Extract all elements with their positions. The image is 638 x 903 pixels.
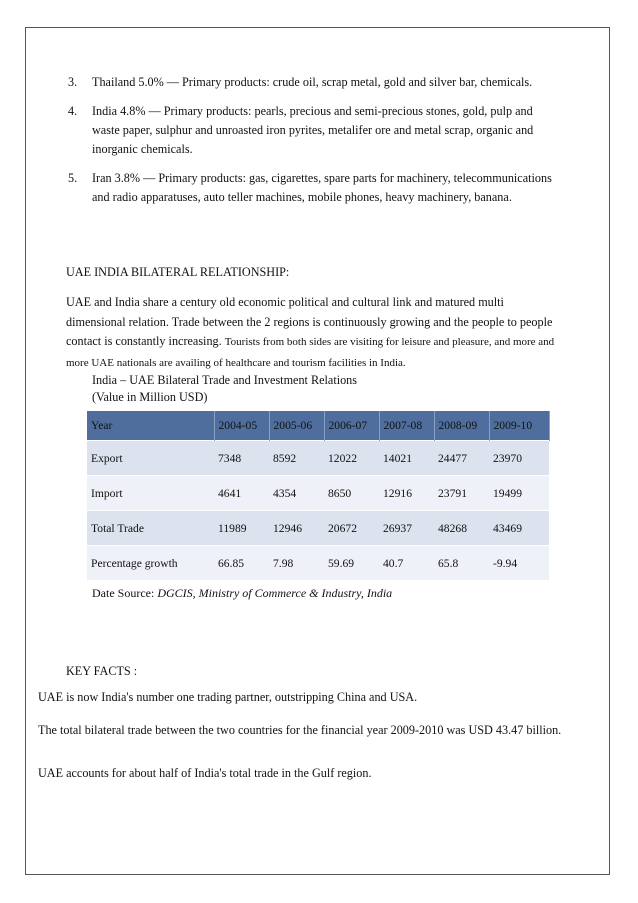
table-header-cell: 2009-10 <box>489 411 549 441</box>
trade-partner-list <box>68 73 562 217</box>
table-cell: 66.85 <box>214 546 269 581</box>
table-header-cell: Year <box>87 411 214 441</box>
table-cell: 8592 <box>269 441 324 476</box>
table-cell: 14021 <box>379 441 434 476</box>
table-header-cell: 2007-08 <box>379 411 434 441</box>
table-cell: 12022 <box>324 441 379 476</box>
table-header-cell: 2004-05 <box>214 411 269 441</box>
table-cell: 7.98 <box>269 546 324 581</box>
table-cell: 12946 <box>269 511 324 546</box>
key-facts-heading: KEY FACTS : <box>66 664 138 678</box>
table-caption <box>92 372 357 406</box>
source-value: DGCIS, Ministry of Commerce & Industry, India <box>157 586 393 600</box>
table-cell: 23970 <box>489 441 549 476</box>
table-cell: 43469 <box>489 511 549 546</box>
table-cell: 12916 <box>379 476 434 511</box>
table-cell: -9.94 <box>489 546 549 581</box>
table-cell: 23791 <box>434 476 489 511</box>
section-heading: UAE INDIA BILATERAL RELATIONSHIP: <box>66 265 290 279</box>
table-cell: 8650 <box>324 476 379 511</box>
list-number: 3. <box>68 75 78 89</box>
table-title: India – UAE Bilateral Trade and Investment Relations <box>92 373 358 387</box>
table-header-row <box>87 411 549 441</box>
table-cell: Percentage growth <box>87 546 214 581</box>
table-cell: 7348 <box>214 441 269 476</box>
table-header-cell: 2008-09 <box>434 411 489 441</box>
table-row <box>87 511 549 546</box>
bilateral-paragraph <box>66 293 566 373</box>
list-item <box>68 169 562 207</box>
source-label: Date Source: <box>92 586 158 600</box>
list-text: Thailand 5.0% — Primary products: crude oil, scrap metal, gold and silver bar, chemicals. <box>92 75 533 89</box>
table-cell: 24477 <box>434 441 489 476</box>
table-cell: 11989 <box>214 511 269 546</box>
table-row <box>87 476 549 511</box>
table-cell: 59.69 <box>324 546 379 581</box>
list-text: Iran 3.8% — Primary products: gas, cigarettes, spare parts for machinery, telecommunications and radio apparatuses, auto teller machines, mobile phones, heavy machinery, banana. <box>92 171 552 204</box>
table-header-cell: 2005-06 <box>269 411 324 441</box>
table-subtitle: (Value in Million USD) <box>92 390 208 404</box>
key-fact-line: The total bilateral trade between the two countries for the financial year 2009-2010 was USD 43.47 billion. <box>38 723 562 737</box>
table-row <box>87 546 549 581</box>
table-cell: 19499 <box>489 476 549 511</box>
list-item <box>68 73 562 92</box>
list-text: India 4.8% — Primary products: pearls, precious and semi-precious stones, gold, pulp and waste paper, sulphur and unroasted iron pyrites, metalifer ore and metal scrap, organic and inorganic chemicals. <box>92 104 534 156</box>
table-cell: 26937 <box>379 511 434 546</box>
table-cell: Total Trade <box>87 511 214 546</box>
table-cell: 40.7 <box>379 546 434 581</box>
table-header-cell: 2006-07 <box>324 411 379 441</box>
list-number: 4. <box>68 104 78 118</box>
list-number: 5. <box>68 171 78 185</box>
table-cell: 20672 <box>324 511 379 546</box>
table-cell: 48268 <box>434 511 489 546</box>
table-cell: 4641 <box>214 476 269 511</box>
table-row <box>87 441 549 476</box>
paragraph-main-text: UAE and India share a century old economic political and cultural link and matured multi dimensional relation. Trade between the 2 regions is continuously growing and the people to people contact is constantly increasing. <box>66 295 553 348</box>
paragraph-small-text: Tourists from both sides are visiting for leisure and pleasure, and more and more UAE nationals are availing of healthcare and tourism facilities in India. <box>66 336 555 369</box>
table-cell: 4354 <box>269 476 324 511</box>
key-fact-line: UAE accounts for about half of India's total trade in the Gulf region. <box>38 766 372 780</box>
table-cell: Import <box>87 476 214 511</box>
key-fact-line: UAE is now India's number one trading partner, outstripping China and USA. <box>38 690 418 704</box>
table-cell: Export <box>87 441 214 476</box>
data-source-note <box>92 586 392 601</box>
trade-table <box>87 411 550 580</box>
list-item <box>68 102 562 159</box>
table-cell: 65.8 <box>434 546 489 581</box>
